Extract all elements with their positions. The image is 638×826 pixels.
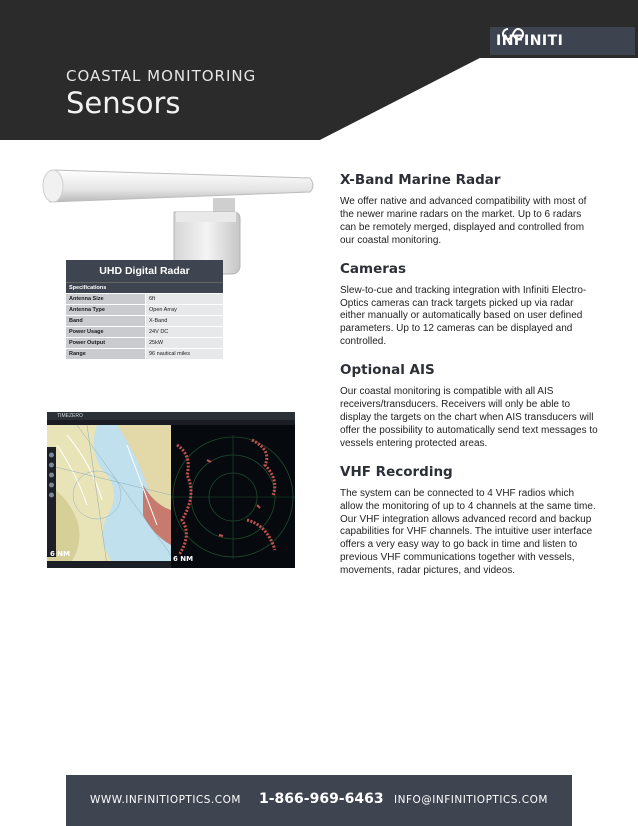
phone-number[interactable]: 1-866-969-6463 [259,791,384,807]
section-body: Our coastal monitoring is compatible with all AIS receivers/transducers. Receivers will only be able to display the targets on the chart when AIS transducers will offer the possibility to automatically send text messages to vessels entering protected areas. [340,386,598,449]
chart-range-label: 6 NM [50,550,71,558]
section-heading: VHF Recording [340,463,453,480]
email-link[interactable]: INFO@INFINITIOPTICS.COM [394,794,548,806]
spec-label: Band [66,316,145,326]
section-heading: X-Band Marine Radar [340,172,501,188]
spec-table [66,260,223,359]
spec-label: Power Usage [66,327,145,337]
software-screenshot [47,412,295,568]
spec-label: Power Output [66,338,145,348]
spec-value: Open Array [145,305,223,315]
logo-text: INFINITI [496,33,564,49]
spec-label: Range [66,349,145,359]
section-heading: Cameras [340,260,407,277]
table-row [66,304,223,315]
section-heading: Optional AIS [340,362,435,379]
page-kicker: COASTAL MONITORING [66,67,257,85]
radar-range-label: 6 NM [173,555,194,563]
table-row [66,326,223,337]
spec-label: Antenna Size [66,294,145,304]
chart-and-radar-view [47,425,295,568]
website-link[interactable]: WWW.INFINITIOPTICS.COM [90,794,241,806]
page-title: Sensors [66,86,181,120]
app-name: TIMEZERO [57,413,83,419]
section-body: We offer native and advanced compatibility with most of the newer marine radars on the market. Up to 6 radars can be remotely merged, displayed and controlled from our coastal monitoring. [340,196,587,246]
spec-value: 96 nautical miles [145,349,223,359]
section-body: Slew-to-cue and tracking integration with Infiniti Electro-Optics cameras can track targets picked up via radar either manually or automatically based on user defined parameters. Up to 12 cameras can be displayed and controlled. [340,284,587,348]
section-body: The system can be connected to 4 VHF radios which allow the monitoring of up to 4 channels at the same time. Our VHF integration allows advanced record and backup capabilities for VHF channels. The intuitive user interface offers a very easy way to go back in time and listen to previous VHF communications together with vessels, movements, radar pictures, and videos. [340,487,596,577]
spec-value: 24V DC [145,327,223,337]
table-row [66,337,223,348]
spec-value: 6ft [145,294,223,304]
brand-logo [490,27,635,55]
spec-value: X-Band [145,316,223,326]
spec-value: 25kW [145,338,223,348]
infinity-logo-icon [502,27,524,41]
table-row [66,293,223,304]
content-column [340,172,598,591]
table-row [66,348,223,359]
spec-table-heading: Specifications [66,282,223,293]
spec-table-title: UHD Digital Radar [66,260,223,282]
table-row [66,315,223,326]
page-header [0,0,638,140]
page-footer [66,775,572,826]
app-titlebar [47,412,295,420]
spec-label: Antenna Type [66,305,145,315]
